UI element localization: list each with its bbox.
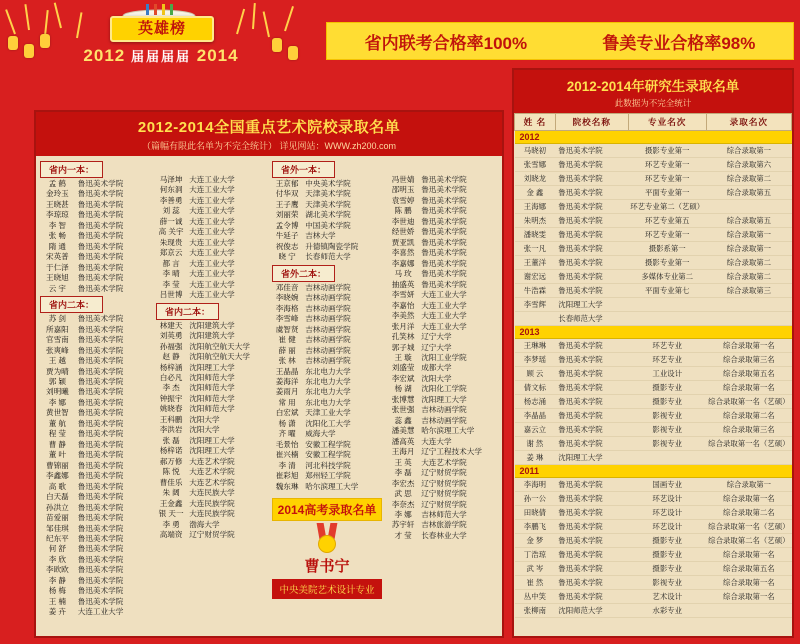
table-row: 杨梓涵 沈阳理工大学 [159, 362, 235, 372]
table-row: 黄世智 鲁迅美术学院 [45, 408, 124, 418]
name-table [154, 321, 268, 541]
table-row: 苏 剑 鲁迅美术学院 [48, 314, 124, 324]
table-row: 崔 然 鲁迅美术学院 影视专业 综合录取第一名 [515, 576, 792, 590]
table-row: 隋 通 鲁迅美术学院 [48, 241, 124, 251]
table-row: 王海月 辽宁工程技术大学 [391, 447, 482, 457]
firework-icon [284, 6, 294, 31]
table-row: 孟令博 中国美术学院 [275, 220, 351, 230]
table-row: 姜 琳 沈阳理工大学 [515, 451, 792, 465]
table-row: 赵 静 沈阳航空航天大学 [162, 352, 250, 362]
table-row: 林建天 沈阳建筑大学 [159, 320, 235, 330]
table-row: 王海娜 鲁迅美术学院 环艺专业第二（艺硕） [515, 200, 792, 214]
table-row: 邓佳音 吉林动画学院 [275, 282, 351, 292]
table-row: 毛景怡 安徽工程学院 [275, 439, 351, 449]
table-row: 王 楠 鲁迅美术学院 [48, 596, 124, 606]
headline-left: 省内联考合格率100% [364, 33, 528, 53]
table-row: 李奈杰 辽宁财贸学院 [391, 499, 467, 509]
table-row: 白天磊 鲁迅美术学院 [45, 492, 124, 502]
section-label: 省内二本： [156, 303, 219, 320]
page-title: 2012-2014全国重点艺术院校录取名单 [36, 112, 502, 139]
table-row: 谢 然 鲁迅美术学院 影视专业 综合录取第一名（艺硕） [515, 437, 792, 451]
table-row: 张一凡 鲁迅美术学院 摄影系第一 综合录取第一 [515, 242, 792, 256]
table-row: 刘晓龙 鲁迅美术学院 环艺专业第一 综合录取第二 [515, 172, 792, 186]
table-row: 崔兴楠 安徽工程学院 [275, 450, 351, 460]
table-row: 才 莹 长春林业大学 [394, 530, 467, 540]
table-row: 苏宇轩 吉林旅游学院 [391, 520, 467, 530]
table-row: 苗爱丽 鲁迅美术学院 [45, 513, 124, 523]
table-row: 孙洪立 鲁迅美术学院 [45, 502, 124, 512]
table-row: 云 宇 鲁迅美术学院 [48, 283, 124, 293]
table-row: 冯世婧 鲁迅美术学院 [391, 175, 467, 184]
medal-icon [314, 523, 340, 553]
firework-icon [44, 10, 49, 36]
year-group-header: 2011 [515, 465, 792, 478]
table-row: 李鹏飞 鲁迅美术学院 环艺设计 综合录取第一名（艺硕） [515, 520, 792, 534]
name-table [154, 175, 268, 301]
table-row: 李欧欧 鲁迅美术学院 [45, 565, 124, 575]
hero-banner [0, 0, 320, 78]
table-row: 长春师范大学 [515, 312, 792, 326]
table-row: 潘高英 大连大学 [391, 436, 452, 446]
table-row: 何 舒 鲁迅美术学院 [48, 544, 124, 554]
table-row: 张爽峰 鲁迅美术学院 [45, 345, 124, 355]
gaokao-title: 2014高考录取名单 [272, 498, 382, 521]
table-row: 张世强 吉林动画学院 [391, 405, 467, 415]
table-header-row [515, 114, 792, 131]
table-row: 姜雨月 东北电力大学 [275, 387, 351, 397]
hero-ribbon-label: 英雄榜 [110, 16, 214, 42]
table-row: 都 言 大连工业大学 [162, 258, 235, 268]
hero-year-mid: 届届届届 [130, 49, 191, 64]
column-outside-province [270, 159, 384, 618]
table-row: 孔笑林 辽宁大学 [391, 332, 452, 342]
table-row: 薛 丽 吉林动画学院 [278, 345, 351, 355]
section-label: 省外一本： [272, 161, 335, 178]
table-row: 杨 梅 鲁迅美术学院 [48, 586, 124, 596]
table-row: 王晓甚 鲁迅美术学院 [45, 199, 124, 209]
table-row: 李善勇 大连工业大学 [159, 195, 235, 205]
table-row: 郑京云 大连工业大学 [159, 248, 235, 258]
table-row: 邵明玉 鲁迅美术学院 [391, 185, 467, 195]
table-row: 朱明杰 鲁迅美术学院 环艺专业第五 综合录取第五 [515, 214, 792, 228]
table-row: 朱现贵 大连工业大学 [159, 237, 235, 247]
graduate-panel-subtitle: 此数据为不完全统计 [514, 97, 792, 113]
table-row: 刘丽荣 湖北美术学院 [275, 210, 351, 220]
table-row: 祝俊志 升德镇陶瓷学院 [275, 241, 359, 251]
table-row: 齐 曜 威海大学 [278, 429, 336, 439]
table-row: 李 娜 吉林师范大学 [394, 510, 467, 519]
table-row: 李洪岩 沈阳大学 [159, 425, 220, 435]
column-province-tier1 [38, 159, 152, 618]
table-row: 高 关宇 大连工业大学 [158, 227, 235, 237]
table-row: 白宏斌 天津工业大学 [275, 408, 351, 418]
name-table [386, 175, 500, 541]
table-row: 李海格 吉林动画学院 [275, 303, 351, 313]
table-row: 崔 健 吉林动画学院 [278, 335, 351, 345]
table-row: 金 梦 鲁迅美术学院 摄影专业 综合录取第二名（艺硕） [515, 534, 792, 548]
table-row: 马晓初 鲁迅美术学院 摄影专业第一 综合录取第一 [515, 144, 792, 158]
table-row: 丁浩琼 鲁迅美术学院 摄影专业 综合录取第一名 [515, 548, 792, 562]
firework-icon [24, 4, 30, 30]
table-row: 崔彩旭 郑州轻工学院 [275, 471, 351, 481]
table-row: 李 晴 大连工业大学 [162, 269, 235, 279]
table-row: 李梦瑶 鲁迅美术学院 环艺专业 综合录取第三名 [515, 353, 792, 367]
firework-icon [5, 9, 16, 34]
table-row: 潘晓雯 鲁迅美术学院 环艺专业第一 综合录取第一 [515, 228, 792, 242]
table-row: 金玲玉 鲁迅美术学院 [45, 189, 124, 199]
name-table [38, 314, 152, 618]
table-row: 李美然 大连工业大学 [391, 311, 467, 321]
graduate-panel-title: 2012-2014年研究生录取名单 [514, 70, 792, 97]
table-row: 王金鑫 大连民族学院 [159, 498, 235, 508]
table-row: 张 磊 沈阳理工大学 [162, 435, 235, 445]
table-row: 杨志涌 鲁迅美术学院 摄影专业 综合录取第一名（艺硕） [515, 395, 792, 409]
table-row: 吕世博 大连工业大学 [159, 290, 235, 300]
table-row: 陈 鹏 鲁迅美术学院 [394, 206, 467, 216]
table-row: 李 莹 大连工业大学 [162, 279, 235, 289]
lantern-icon [40, 34, 50, 48]
table-row: 杨 湖 沈阳化工学院 [394, 384, 467, 394]
table-row: 曹 静 鲁迅美术学院 [48, 439, 124, 449]
table-row: 李晶晶 鲁迅美术学院 影视专业 综合录取第二名 [515, 409, 792, 423]
table-row: 刘英勇 沈阳建筑大学 [159, 331, 235, 341]
table-row: 姜 卉 大连工业大学 [48, 607, 124, 617]
lantern-icon [272, 38, 282, 52]
table-row: 王 越 鲁迅美术学院 [48, 356, 124, 366]
table-row: 顾 云 鲁迅美术学院 工业设计 综合录取第五名 [515, 367, 792, 381]
firework-icon [76, 12, 82, 38]
table-row: 倩文标 鲁迅美术学院 摄影专业 综合录取第一名 [515, 381, 792, 395]
gaokao-student-name: 曹书宁 [304, 558, 350, 576]
table-row: 李嘉怡 大连工业大学 [391, 300, 467, 310]
name-table [38, 179, 152, 294]
table-row: 蕊 鑫 吉林动画学院 [394, 415, 467, 425]
table-row: 董 叶 鲁迅美术学院 [48, 450, 124, 460]
year-group-header: 2012 [515, 131, 792, 144]
table-row: 张 林 吉林动画学院 [278, 356, 351, 366]
table-row: 牛浩霖 鲁迅美术学院 平面专业第七 综合录取第三 [515, 284, 792, 298]
column-dalian-group [154, 159, 268, 618]
table-row: 李雪妍 大连工业大学 [391, 290, 467, 300]
table-row: 张柳南 沈阳师范大学 水彩专业 [515, 604, 792, 618]
table-row: 王琳琳 鲁迅美术学院 环艺专业 综合录取第一名 [515, 339, 792, 353]
table-row: 李海明 鲁迅美术学院 国画专业 综合录取第一 [515, 478, 792, 492]
table-row: 金 鑫 鲁迅美术学院 平面专业第一 综合录取第五 [515, 186, 792, 200]
headline-banner [326, 22, 794, 60]
table-row: 刘 蕊 大连工业大学 [162, 206, 235, 216]
table-row: 牛延子 吉林大学 [275, 231, 336, 241]
table-row: 李 娜 鲁迅美术学院 [48, 397, 124, 407]
table-row: 朱 阔 大连民族大学 [162, 488, 235, 498]
table-row: 袁雪婷 鲁迅美术学院 [391, 195, 467, 205]
graduate-table [514, 113, 792, 618]
hero-year-left: 2012 [83, 46, 126, 65]
table-row: 贾为晴 鲁迅美术学院 [45, 366, 124, 376]
table-row: 杨梓诺 沈阳理工大学 [159, 446, 235, 456]
lantern-icon [24, 44, 34, 58]
table-row: 李鑫娜 鲁迅美术学院 [45, 471, 124, 481]
table-row: 杨 潇 沈阳化工大学 [278, 418, 351, 428]
section-label: 省内一本： [40, 161, 103, 178]
firework-icon [263, 11, 270, 37]
table-row: 付华双 天津美术学院 [275, 189, 351, 199]
table-row: 李琼琼 鲁迅美术学院 [45, 210, 124, 220]
table-row: 田晓倩 鲁迅美术学院 环艺设计 综合录取第二名 [515, 506, 792, 520]
table-row: 谢宏远 鲁迅美术学院 多媒体专业第二 综合录取第二 [515, 270, 792, 284]
table-row: 经世娇 鲁迅美术学院 [391, 227, 467, 237]
table-row: 白必凡 沈阳师范大学 [159, 372, 235, 382]
section-label: 省内二本： [40, 296, 103, 313]
table-row: 晓 宁 长春师范大学 [278, 252, 351, 262]
table-row: 郭子城 辽宁大学 [391, 342, 452, 352]
table-row: 王董洋 鲁迅美术学院 摄影专业第一 综合录取第二 [515, 256, 792, 270]
lantern-icon [288, 46, 298, 60]
table-row: 王晶晶 东北电力大学 [275, 366, 351, 376]
table-row: 武 岑 鲁迅美术学院 摄影专业 综合录取第五名 [515, 562, 792, 576]
section-label: 省外二本： [272, 265, 335, 282]
graduate-panel [512, 68, 794, 638]
name-table [270, 283, 384, 492]
table-row: 张博慧 沈阳理工大学 [391, 394, 467, 404]
firework-icon [54, 3, 62, 29]
table-row: 李世迪 鲁迅美术学院 [391, 216, 467, 226]
table-row: 宋英普 鲁迅美术学院 [45, 252, 124, 262]
table-row: 曹锦丽 鲁迅美术学院 [45, 460, 124, 470]
table-row: 王科鹏 沈阳大学 [159, 414, 220, 424]
table-row: 纪东平 鲁迅美术学院 [45, 534, 124, 543]
table-row: 李 智 鲁迅美术学院 [48, 220, 124, 230]
table-row: 所嘉阳 鲁迅美术学院 [45, 324, 124, 334]
table-row: 王子鹰 天津美术学院 [275, 199, 351, 209]
table-row: 王 璇 沈阳工业学院 [394, 352, 467, 362]
table-row: 高端资 辽宁财贸学院 [159, 530, 235, 539]
table-row: 常 用 东北电力大学 [278, 397, 351, 407]
table-row: 抽盛英 鲁迅美术学院 [391, 279, 467, 289]
headline-right: 鲁美专业合格率98% [602, 33, 756, 53]
column-additional-list [386, 159, 500, 618]
col-header-major-rank: 专业名次 [628, 114, 706, 131]
table-row: 嘉云立 鲁迅美术学院 影视专业 综合录取第三名 [515, 423, 792, 437]
table-row: 孟 鹤 鲁迅美术学院 [48, 179, 124, 188]
table-row: 李 磊 辽宁财贸学院 [394, 468, 467, 478]
table-row: 孙一公 鲁迅美术学院 环艺设计 综合录取第一名 [515, 492, 792, 506]
table-row: 李 清 河北科技学院 [278, 460, 351, 470]
table-row: 于仁泽 鲁迅美术学院 [45, 262, 124, 272]
table-row: 郭 颖 鲁迅美术学院 [48, 376, 124, 386]
hero-years [66, 46, 256, 68]
hero-year-right: 2014 [196, 46, 239, 65]
col-header-overall-rank: 录取名次 [706, 114, 791, 131]
table-row: 李喜然 鲁迅美术学院 [391, 248, 467, 258]
table-row: 李宏斌 沈阳大学 [391, 373, 452, 383]
table-row: 银 天一 大连民族学院 [158, 509, 235, 519]
year-group-header: 2013 [515, 326, 792, 339]
table-row: 姜海洋 东北电力大学 [275, 376, 351, 386]
table-row: 张 畅 鲁迅美术学院 [48, 231, 124, 241]
table-row: 魏东琳 哈尔滨理工大学 [275, 481, 359, 491]
table-row: 陈 悦 大连艺术学院 [162, 467, 235, 477]
table-row: 姚晓春 沈阳师范大学 [159, 404, 235, 414]
table-row: 李雪峰 吉林动画学院 [275, 314, 351, 324]
table-row: 曹佳乐 大连艺术学院 [159, 477, 235, 487]
col-header-school: 院校名称 [555, 114, 628, 131]
table-row: 马泽坤 大连工业大学 [159, 175, 235, 184]
table-row: 官雪南 鲁迅美术学院 [45, 335, 124, 345]
lantern-icon [8, 36, 18, 50]
page-subtitle: （篇幅有限此名单为不完全统计） 详见网站：WWW.zh200.com [36, 139, 502, 156]
table-row: 虞智贤 吉林动画学院 [275, 324, 351, 334]
table-row: 刘明曦 鲁迅美术学院 [45, 387, 124, 397]
table-row: 程 莹 鲁迅美术学院 [48, 429, 124, 439]
firework-icon [236, 9, 245, 35]
table-row: 李嘉娜 鲁迅美术学院 [391, 258, 467, 268]
table-row: 刘盛莹 成都大学 [391, 363, 452, 373]
table-row: 高 歌 鲁迅美术学院 [48, 481, 124, 491]
table-row: 马 玫 鲁迅美术学院 [394, 269, 467, 279]
table-row: 王晓旭 鲁迅美术学院 [45, 273, 124, 283]
table-row: 孙福强 沈阳航空航天大学 [159, 341, 250, 351]
gaokao-major: 中央美院艺术设计专业 [272, 579, 382, 599]
admissions-panel [34, 110, 504, 638]
table-row: 邹佳琪 鲁迅美术学院 [45, 523, 124, 533]
table-row: 薛一诚 大连工业大学 [159, 216, 235, 226]
table-row: 武 思 辽宁财贸学院 [394, 489, 467, 499]
table-row: 李晓婉 吉林动画学院 [275, 293, 351, 303]
table-row: 李 静 鲁迅美术学院 [48, 575, 124, 585]
table-row: 何东洞 大连工业大学 [159, 185, 235, 195]
table-row: 张雪娜 鲁迅美术学院 环艺专业第一 综合录取第六 [515, 158, 792, 172]
table-row: 潘美慧 哈尔滨理工大学 [391, 426, 475, 436]
table-row: 李 欣 鲁迅美术学院 [48, 554, 124, 564]
table-row: 李 勇 渤海大学 [162, 519, 220, 529]
name-table [270, 179, 384, 263]
firework-icon [252, 3, 256, 29]
table-row: 丛中笑 鲁迅美术学院 艺术设计 综合录取第一名 [515, 590, 792, 604]
table-row: 李 杰 沈阳师范大学 [162, 383, 235, 393]
table-row: 王京郁 中央美术学院 [275, 179, 351, 188]
table-row: 钟振宇 沈阳师范大学 [159, 393, 235, 403]
table-row: 张月洋 大连工业大学 [391, 321, 467, 331]
table-row: 董 航 鲁迅美术学院 [48, 418, 124, 428]
col-header-name: 姓 名 [515, 114, 556, 131]
table-row: 王 英 大连艺术学院 [394, 457, 467, 467]
table-row: 李宏杰 辽宁财贸学院 [391, 478, 467, 488]
table-row: 郝万修 大连艺术学院 [159, 456, 235, 466]
table-row: 李雪辉 沈阳理工大学 [515, 298, 792, 312]
table-row: 贾亚凯 鲁迅美术学院 [391, 237, 467, 247]
